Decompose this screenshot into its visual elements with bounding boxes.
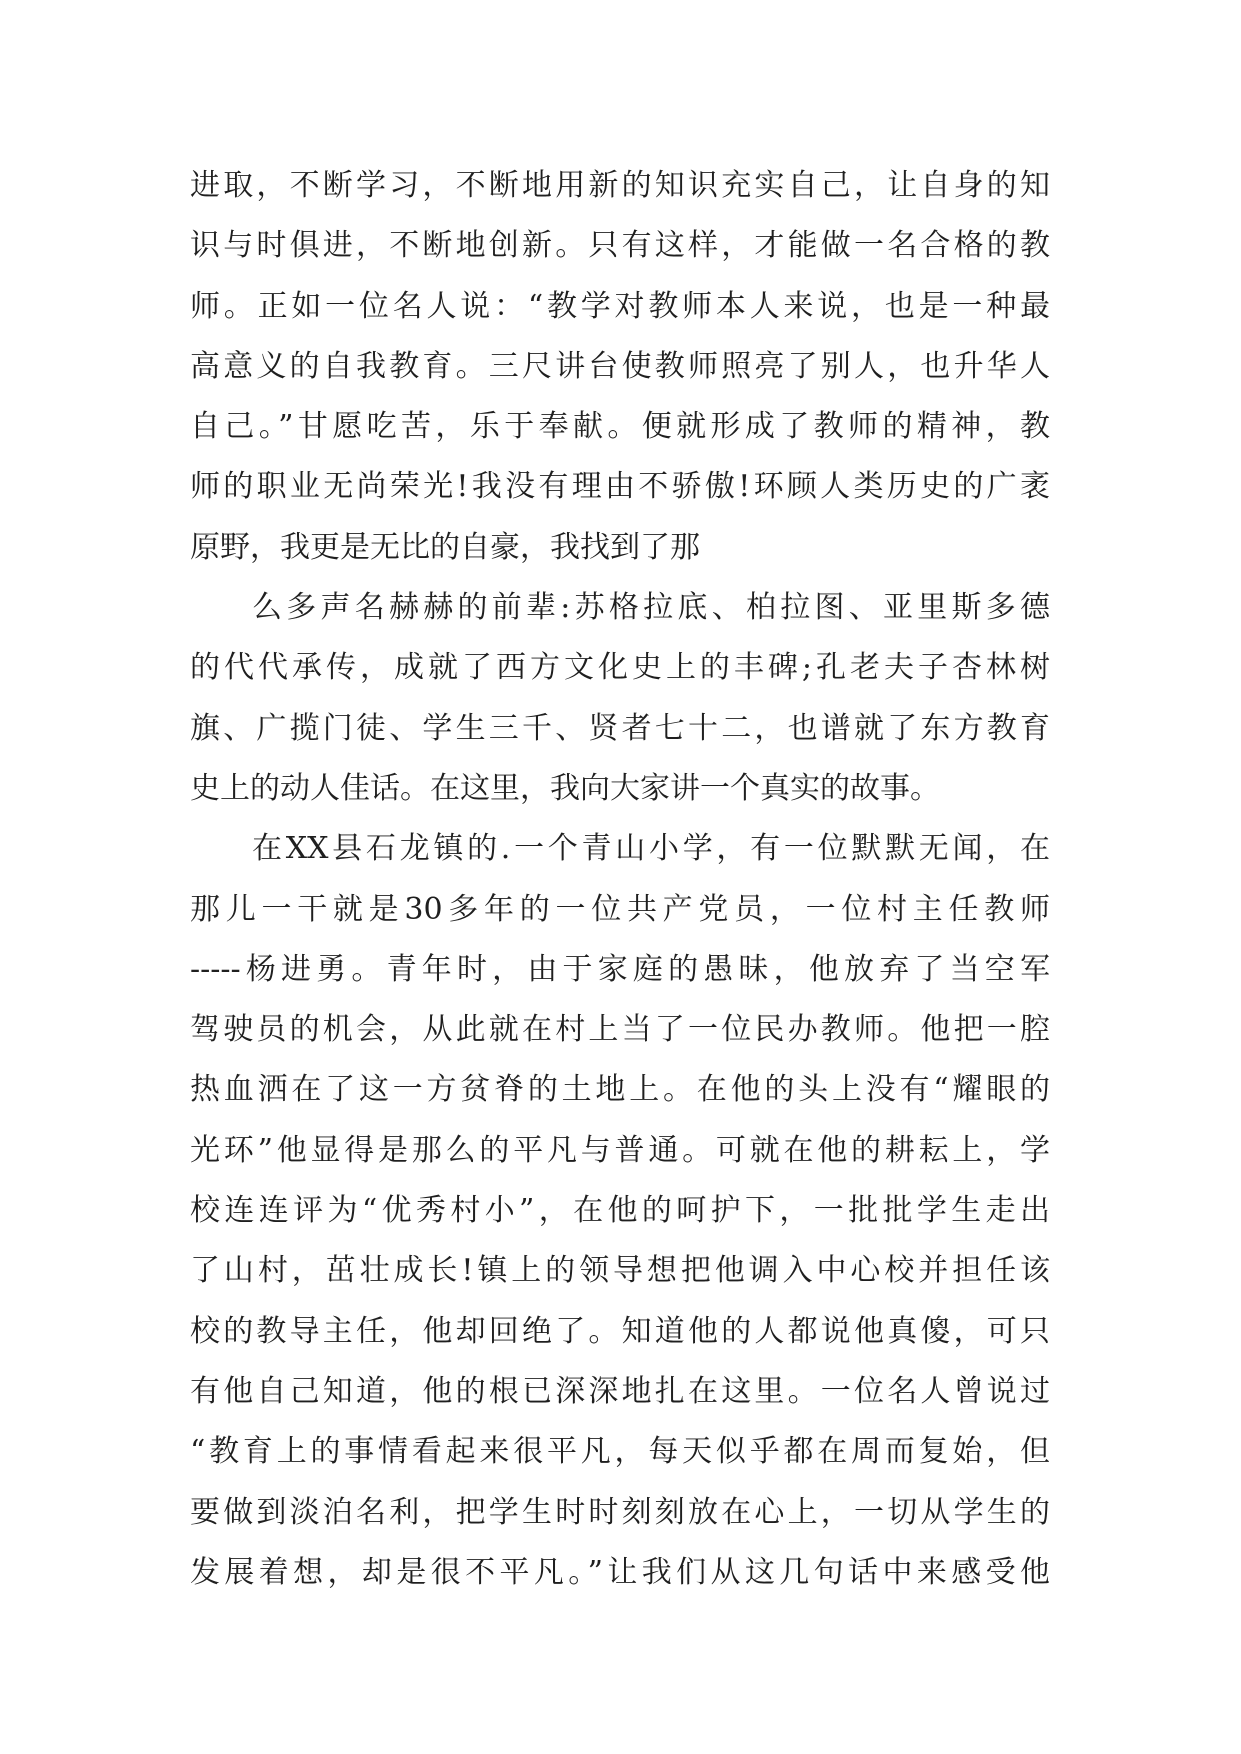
text-line: 驾驶员的机会，从此就在村上当了一位民办教师。他把一腔 bbox=[190, 1012, 1050, 1048]
paragraph-first-line: 么多声名赫赫的前辈:苏格拉底、柏拉图、亚里斯多德 bbox=[252, 590, 1050, 626]
paragraph-first-line: 在XX县石龙镇的.一个青山小学，有一位默默无闻，在 bbox=[252, 831, 1050, 867]
text-line: 热血洒在了这一方贫脊的土地上。在他的头上没有“耀眼的 bbox=[190, 1072, 1050, 1108]
text-line: 有他自己知道，他的根已深深地扎在这里。一位名人曾说过 bbox=[190, 1373, 1050, 1409]
text-line: 师。正如一位名人说：“教学对教师本人来说，也是一种最 bbox=[190, 288, 1050, 324]
text-line: 的代代承传，成就了西方文化史上的丰碑;孔老夫子杏林树 bbox=[190, 650, 1050, 686]
text-line: 识与时俱进，不断地创新。只有这样，才能做一名合格的教 bbox=[190, 228, 1050, 264]
text-line: 了山村，茁壮成长!镇上的领导想把他调入中心校并担任该 bbox=[190, 1253, 1050, 1289]
text-line: 高意义的自我教育。三尺讲台使教师照亮了别人，也升华人 bbox=[190, 348, 1050, 384]
text-line: 要做到淡泊名利，把学生时时刻刻放在心上，一切从学生的 bbox=[190, 1494, 1050, 1530]
text-line: 原野，我更是无比的自豪，我找到了那 bbox=[190, 529, 700, 565]
text-line: 校的教导主任，他却回绝了。知道他的人都说他真傻，可只 bbox=[190, 1313, 1050, 1349]
text-line: -----杨进勇。青年时，由于家庭的愚昧，他放弃了当空军 bbox=[190, 951, 1050, 987]
text-line: 发展着想，却是很不平凡。”让我们从这几句话中来感受他 bbox=[190, 1554, 1050, 1590]
text-line: 师的职业无尚荣光!我没有理由不骄傲!环顾人类历史的广袤 bbox=[190, 469, 1050, 505]
text-line: 旗、广揽门徒、学生三千、贤者七十二，也谱就了东方教育 bbox=[190, 710, 1050, 746]
text-line: 史上的动人佳话。在这里，我向大家讲一个真实的故事。 bbox=[190, 770, 940, 806]
text-line: 校连连评为“优秀村小”，在他的呵护下，一批批学生走出 bbox=[190, 1193, 1050, 1229]
text-line: 进取，不断学习，不断地用新的知识充实自己，让自身的知 bbox=[190, 168, 1050, 203]
text-line: 自己。”甘愿吃苦，乐于奉献。便就形成了教师的精神，教 bbox=[190, 409, 1050, 445]
text-line: 那儿一干就是30多年的一位共产党员，一位村主任教师 bbox=[190, 891, 1050, 927]
text-line: 光环”他显得是那么的平凡与普通。可就在他的耕耘上，学 bbox=[190, 1132, 1050, 1168]
text-line: “教育上的事情看起来很平凡，每天似乎都在周而复始，但 bbox=[190, 1434, 1050, 1470]
body-text bbox=[190, 156, 1050, 1603]
